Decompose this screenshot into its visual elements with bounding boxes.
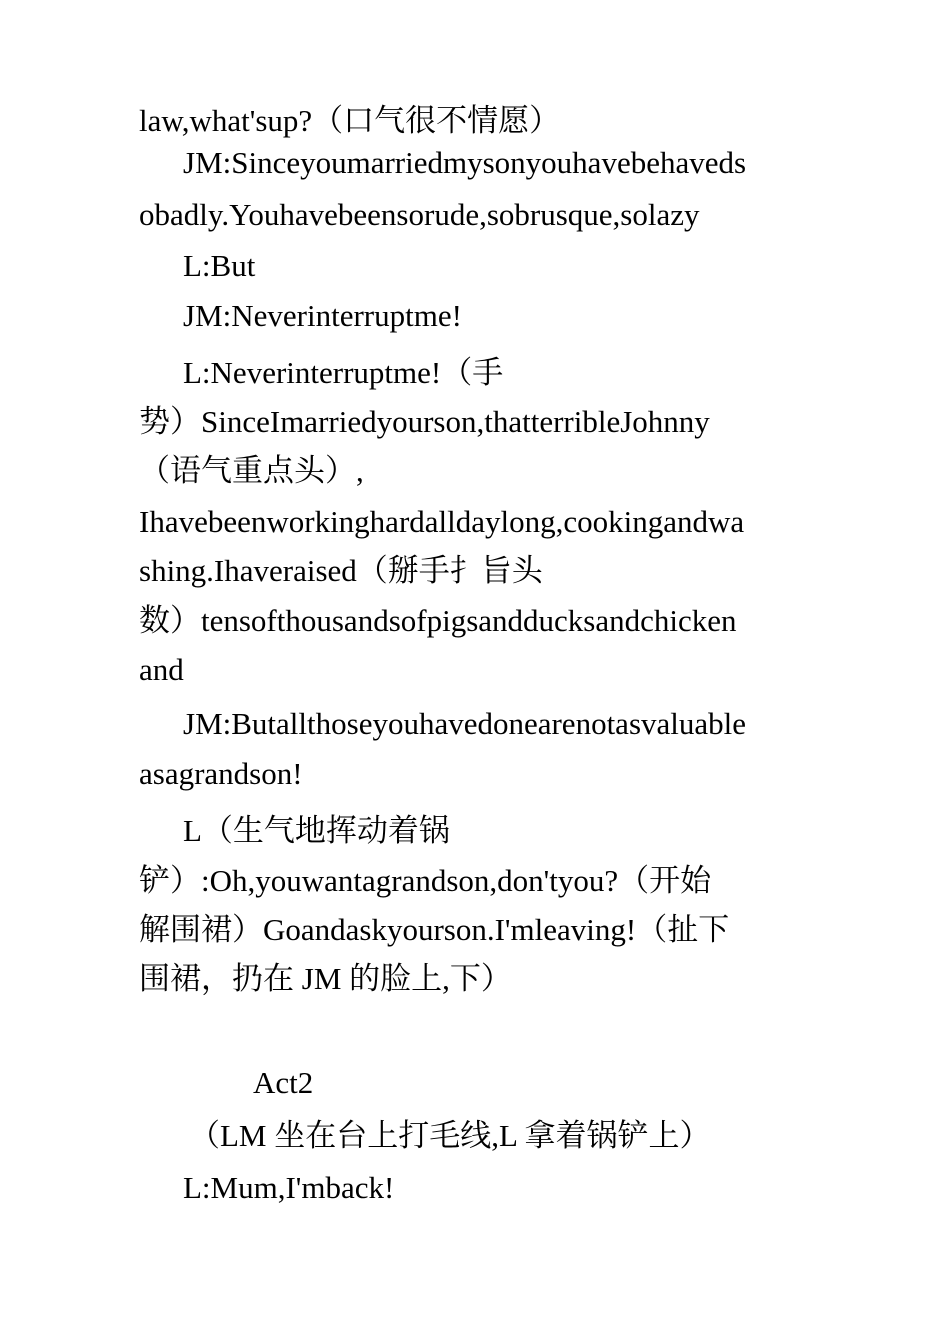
text-line: and: [139, 652, 184, 687]
dialogue-jm: JM:Sinceyoumarriedmysonyouhavebehaveds: [183, 145, 747, 180]
act-heading: Act2: [253, 1065, 314, 1100]
text-line: 解围裙）Goandaskyourson.I'mleaving!（扯下: [139, 912, 730, 947]
text-line: law,what'sup?（口气很不情愿）: [139, 103, 561, 138]
dialogue-l: L:But: [183, 248, 256, 283]
dialogue-l: L（生气地挥动着锅: [183, 813, 450, 848]
dialogue-l: L:Mum,I'mback!: [183, 1170, 395, 1205]
text-line: 围裙，扔在 JM 的脸上,下）: [139, 961, 512, 996]
stage-direction: （LM 坐在台上打毛线,L 拿着锅铲上）: [189, 1118, 711, 1153]
dialogue-l: L:Neverinterruptme!（手: [183, 355, 504, 390]
text-line: 势）SinceImarriedyourson,thatterribleJohnny: [139, 404, 710, 439]
text-line: obadly.Youhavebeensorude,sobrusque,solazy: [139, 197, 700, 232]
text-line: shing.Ihaveraised（掰手扌旨头: [139, 553, 543, 588]
dialogue-jm: JM:Butallthoseyouhavedonearenotasvaluable: [183, 706, 747, 741]
text-line: （语气重点头）,: [139, 453, 364, 488]
text-line: Ihavebeenworkinghardalldaylong,cookingandwa: [139, 504, 745, 539]
text-line: asagrandson!: [139, 756, 303, 791]
text-line: 铲）:Oh,youwantagrandson,don'tyou?（开始: [139, 863, 712, 898]
text-line: 数）tensofthousandsofpigsandducksandchicken: [139, 603, 737, 638]
dialogue-jm: JM:Neverinterruptme!: [183, 298, 462, 333]
